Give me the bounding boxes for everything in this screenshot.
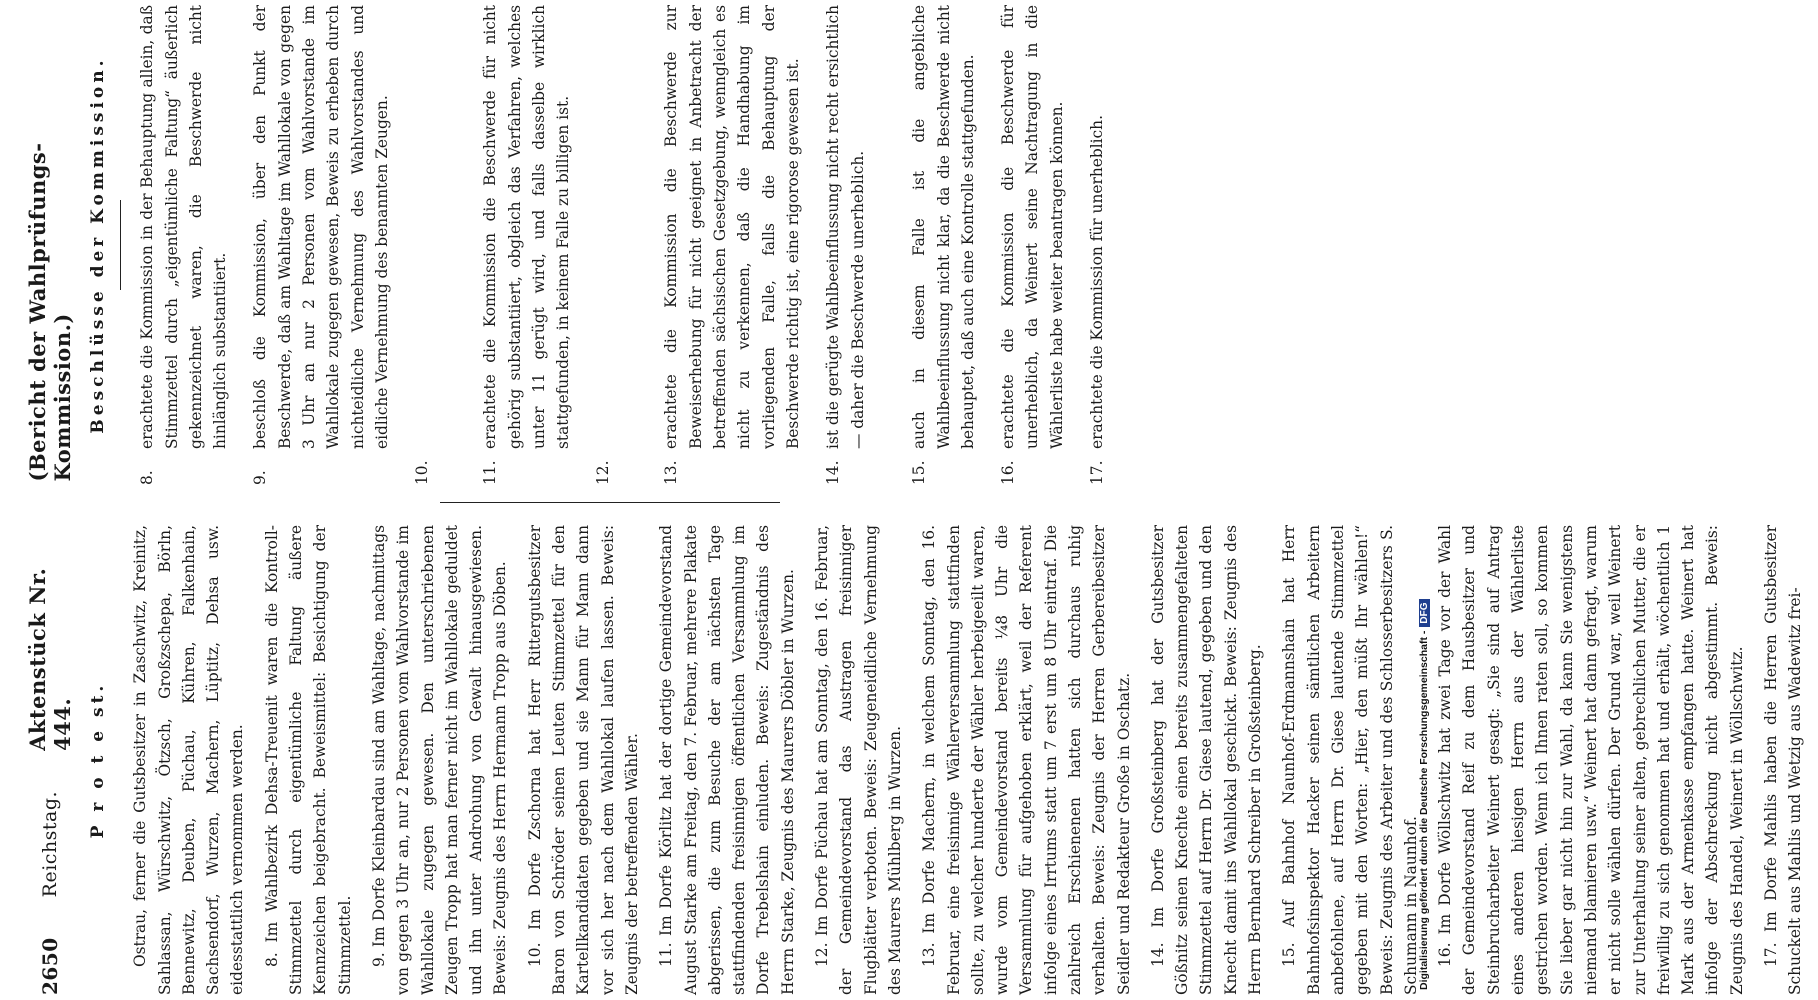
paragraph-text: Im Dorfe Körlitz hat der dortige Gemeindevorstand August Starke am Freitag, den 7. Februar, mehrere Plakate abgerissen, die zum Besuche der am nächsten Tage stattfindenden freisinnigen öffentlichen Versammlung im Dorfe Trebelshain einluden. Beweis: Zugeständnis des Herrn Starke, Zeugnis des Maurers Döbler in Wurzen. — [657, 525, 797, 995]
paragraph-number: 8. — [262, 942, 281, 967]
resolution-number: 10. — [413, 460, 432, 485]
resolution-item — [248, 5, 394, 485]
resolution-number: 12. — [594, 460, 613, 485]
protest-paragraph — [1433, 525, 1749, 995]
paragraph-number: 13. — [920, 933, 939, 967]
paragraph-text: Im Dorfe Wöllschwitz hat zwei Tage vor der Wahl der Gemeindevorstand Reif zu dem Hausbesitzer und Steinbrucharbeiter Weinert gesagt: „Sie sind auf Antrag eines anderen hiesigen Herrn aus der Wählerliste gestrichen worden. Wenn ich Ihnen raten soll, so kommen Sie lieber gar nicht hin zur Wahl, da kann Sie wenigstens niemand blamieren usw.“ Weinert hat dann gefragt, warum er nicht solle wählen dürfen. Der Grund war, weil Weinert zur Unterhaltung seiner alten, gebrechlichen Mutter, die er freiwillig zu sich genommen hat und erhält, wöchentlich 1 Mark aus der Armenkasse empfangen hatte. Weinert hat infolge der Abschreckung nicht abgestimmt. Beweis: Zeugnis des Handel, Weinert in Wöllschwitz. — [1436, 525, 1746, 995]
resolutions-list — [135, 5, 1155, 485]
source-label: Reichstag. — [39, 790, 61, 898]
protest-paragraph — [128, 525, 249, 995]
paragraph-number: 9. — [369, 947, 388, 967]
column-divider — [440, 502, 780, 503]
paragraph-number: 11. — [657, 935, 676, 967]
paragraph-number: 17. — [1762, 932, 1780, 967]
resolution-item — [821, 5, 891, 485]
resolution-item — [478, 5, 575, 485]
resolutions-heading: Beschlüsse der Kommission. — [88, 56, 108, 434]
digitization-note — [1418, 600, 1430, 991]
resolution-text: erachtete die Kommission für unerheblich. — [1088, 115, 1107, 449]
resolution-item — [135, 5, 232, 485]
protest-paragraph — [1146, 525, 1267, 995]
resolution-text — [591, 5, 643, 449]
page-number: 2650 — [38, 937, 62, 995]
paragraph-number: 16. — [1436, 934, 1455, 967]
paragraph-number: 10. — [525, 929, 544, 967]
resolution-item — [907, 5, 980, 485]
protest-paragraph — [917, 525, 1136, 995]
resolution-text: beschloß die Kommission, über den Punkt der Beschwerde, daß am Wahltage im Wahllokale von gegen 3 Uhr an nur 2 Personen vom Wahlvorstande im Wahllokale zugegen gewesen, Beweis zu erheben durch nichteidliche Vernehmung des Wahlvorstandes und eidliche Vernehmung des benannten Zeugen. — [251, 5, 391, 449]
resolution-number: 9. — [251, 470, 270, 485]
paragraph-text: Im Dorfe Großsteinberg hat der Gutsbesitzer Gößnitz seinen Knechte einen bereits zusammengefalteten Stimmzettel auf Herrn Dr. Giese lautend, gegeben und den Knecht damit ins Wahllokal geschickt. Beweis: Zeugnis des Herrn Bernhard Schreiber in Großsteinberg. — [1148, 525, 1265, 995]
protest-paragraphs — [128, 525, 1807, 995]
document-title: Aktenstück Nr. 444. — [25, 567, 75, 751]
paragraph-text: Im Dorfe Kleinbardau sind am Wahltage, nachmittags von gegen 3 Uhr an, nur 2 Personen vom Wahlvorstande im Wahllokale zugegen gewesen. Den unterschriebenen Zeugen Tropp hat man ferner nicht im Wahllokale geduldet und ihn unter Androhung von Gewalt hinausgewiesen. Beweis: Zeugnis des Herrn Hermann Tropp aus Döben. — [369, 525, 510, 995]
protest-paragraph — [810, 525, 907, 995]
paragraph-text: Im Dorfe Machern, in welchem Sonntag, den 16. Februar, eine freisinnige Wählerversammlung stattfinden sollte, zu welcher hunderte der Wähler herbeigeeilt waren, wurde vom Gemeindevorstand bereits ¼8 Uhr die Versammlung für aufgehoben erklärt, weil der Referent infolge eines Irrtums statt um 7 erst um 8 Uhr eintraf. Die zahlreich Erschienenen hatten sich durchaus ruhig verhalten. Beweis: Zeugnis der Herren Gerbereibesitzer Seidler und Redakteur Große in Oschatz. — [920, 525, 1133, 995]
resolution-text: ist die gerügte Wahlbeeinflussung nicht recht ersichtlich — daher die Beschwerde unerheblich. — [824, 5, 867, 449]
resolution-text: auch in diesem Falle ist die angebliche Wahlbeeinflussung nicht klar, da die Beschwerde nicht behauptet, daß auch eine Kontrolle stattgefunden. — [910, 5, 977, 449]
paragraph-text: Im Dorfe Zschorna hat Herr Rittergutsbesitzer Baron von Schröder seinen Leuten Stimmzettel für den Kartellkandidaten gegeben und sie Mann für Mann dann vor sich her nach dem Wahllokal laufen lassen. Beweis: Zeugnis der betreffenden Wähler. — [525, 525, 641, 995]
resolution-number: 8. — [138, 470, 157, 485]
resolution-item — [1085, 5, 1155, 485]
protest-paragraph — [1277, 525, 1423, 995]
heading-rule — [120, 200, 121, 290]
protest-heading: P r o t e st. — [88, 681, 108, 839]
running-header — [20, 5, 80, 995]
resolution-number: 14. — [824, 460, 843, 485]
protest-column — [80, 525, 1818, 995]
resolution-text — [410, 5, 462, 449]
resolution-number: 16. — [999, 460, 1018, 485]
resolution-number: 15. — [910, 460, 929, 485]
dfg-badge: DFG — [1419, 600, 1430, 627]
protest-paragraph — [1759, 525, 1808, 995]
resolution-text: erachtete die Kommission die Beschwerde zur Beweiserhebung für nicht geeignet in Anbetracht der betreffenden sächsischen Gesetzgebung, wenngleich es nicht zu verkennen, daß die Handhabung im vorliegenden Falle, falls die Behauptung der Beschwerde richtig ist, eine rigorose gewesen ist. — [662, 5, 802, 449]
protest-paragraph — [523, 525, 644, 995]
report-title: (Bericht der Wahlprüfungs-Kommission.) — [25, 142, 75, 482]
paragraph-text: Ostrau, ferner die Gutsbesitzer in Zaschwitz, Kreinitz, Sahlassan, Würschwitz, Ötzsch, Großzschepa, Börln, Bennewitz, Deuben, Püchau, Kühren, Falkenhain, Sachsendorf, Wurzen, Machern, Lüptitz, Dehsa usw. eidesstattlich vernommen werden. — [131, 525, 247, 995]
resolution-item — [659, 5, 805, 485]
paragraph-number: 12. — [813, 936, 832, 967]
protest-paragraph — [260, 525, 357, 995]
resolution-text: erachtete die Kommission die Beschwerde für unerheblich, da Weinert seine Nachtragung in die Wählerliste habe weiter beantragen können. — [999, 5, 1066, 449]
paragraph-text: Im Dorfe Püchau hat am Sonntag, den 16. Februar, der Gemeindevorstand das Austragen freisinniger Flugblätter verboten. Beweis: Zeugeneidliche Vernehmung des Maurers Mühlberg in Wurzen. — [813, 525, 904, 995]
resolution-item — [996, 5, 1069, 485]
digitization-note-text: Digitalisierung gefördert durch die Deutsche Forschungsgemeinschaft - — [1418, 630, 1430, 990]
resolution-item — [591, 5, 643, 485]
resolution-number: 11. — [481, 460, 500, 485]
resolution-item — [410, 5, 462, 485]
resolutions-column — [80, 5, 1171, 485]
resolution-text: erachtete die Kommission in der Behauptung allein, daß Stimmzettel durch „eigentümliche Faltung“ äußerlich gekennzeichnet waren, die Beschwerde nicht hinlänglich substantiiert. — [138, 5, 230, 449]
paragraph-text: Auf Bahnhof Naunhof-Erdmannshain hat Herr Bahnhofsinspektor Hacker seinen sämtlichen Arbeitern anbefohlene, auf Herrn Dr. Giese lautende Stimmzettel gegeben mit den Worten: „Hier, den müßt Ihr wählen!“ Beweis: Zeugnis des Arbeiter und des Schlosserbesitzers S. Schumann in Naunhof. — [1280, 525, 1420, 995]
resolution-number: 17. — [1088, 460, 1107, 485]
resolution-text: erachtete die Kommission die Beschwerde für nicht gehörig substantiiert, obgleich das Verfahren, welches unter 11 gerügt wird, und falls dasselbe wirklich stattgefunden, in keinem Falle zu billigen ist. — [481, 5, 573, 449]
paragraph-text: Im Wahlbezirk Dehsa-Treuenit waren die Kontroll-Stimmzettel durch eigentümliche Faltung äußere Kennzeichen beigebracht. Beweismittel: Besichtigung der Stimmzettel. — [262, 525, 354, 995]
paragraph-number: 15. — [1280, 927, 1299, 967]
protest-paragraph — [367, 525, 513, 995]
paragraph-text: Im Dorfe Mahlis haben die Herren Gutsbesitzer Schuckelt aus Mahlis und Wetzig aus Wadewitz frei- — [1762, 525, 1805, 995]
protest-paragraph — [654, 525, 800, 995]
resolution-number: 13. — [662, 460, 681, 485]
paragraph-number: 14. — [1148, 927, 1167, 967]
